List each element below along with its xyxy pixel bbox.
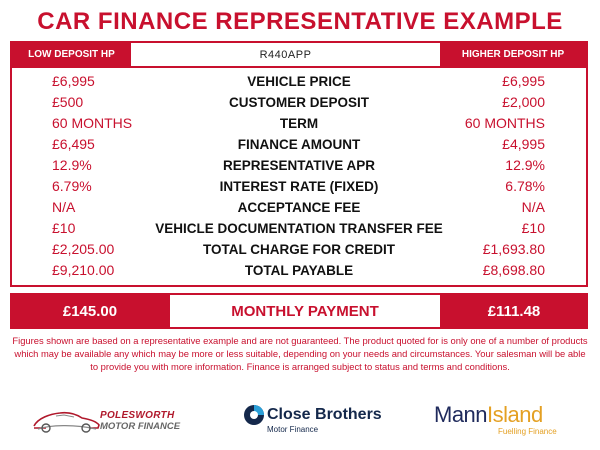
page-title: CAR FINANCE REPRESENTATIVE EXAMPLE — [37, 8, 563, 35]
monthly-payment-high: £111.48 — [440, 293, 588, 329]
disclaimer-text: Figures shown are based on a representative example and are not guaranteed. The product quoted for is only one of a number of products which may be available any which may be more or less suitable, depending on your needs and circumstances. Your salesman will be able to provide you with more information. Finance is arranged subject to status and terms and conditions. — [12, 335, 588, 372]
high-deposit-value: £2,000 — [502, 94, 545, 110]
header-higher-deposit: HIGHER DEPOSIT HP — [440, 43, 586, 66]
mann-island-logo — [434, 398, 574, 438]
row-label: VEHICLE DOCUMENTATION TRANSFER FEE — [155, 221, 443, 236]
low-deposit-value: £500 — [52, 94, 84, 110]
high-deposit-value: 6.78% — [505, 178, 545, 194]
low-deposit-value: 12.9% — [52, 157, 92, 173]
high-deposit-value: £1,693.80 — [482, 241, 545, 257]
row-label: ACCEPTANCE FEE — [237, 200, 361, 215]
table-row — [12, 92, 586, 113]
low-deposit-value: £2,205.00 — [52, 241, 115, 257]
close-brothers-logo — [238, 398, 388, 438]
table-row — [12, 134, 586, 155]
polesworth-logo — [30, 398, 190, 438]
table-row — [12, 176, 586, 197]
row-label: TOTAL CHARGE FOR CREDIT — [203, 242, 395, 257]
low-deposit-value: £6,495 — [52, 136, 95, 152]
low-deposit-value: £9,210.00 — [52, 262, 115, 278]
row-label: INTEREST RATE (FIXED) — [219, 179, 379, 194]
table-row — [12, 239, 586, 260]
high-deposit-value: £4,995 — [502, 136, 545, 152]
close-brothers-name: Close Brothers — [267, 406, 382, 423]
low-deposit-value: £6,995 — [52, 73, 95, 89]
high-deposit-value: £10 — [521, 220, 545, 236]
row-label: CUSTOMER DEPOSIT — [228, 95, 370, 110]
row-label: TOTAL PAYABLE — [244, 263, 354, 278]
circle-logo-icon — [243, 404, 265, 426]
low-deposit-value: 60 MONTHS — [52, 115, 133, 131]
car-icon — [30, 402, 102, 436]
table-row — [12, 71, 586, 92]
high-deposit-value: 60 MONTHS — [464, 115, 545, 131]
high-deposit-value: 12.9% — [505, 157, 545, 173]
table-row — [12, 218, 586, 239]
monthly-payment-low: £145.00 — [10, 293, 170, 329]
header-vehicle-reg: R440APP — [259, 48, 312, 61]
high-deposit-value: £6,995 — [502, 73, 545, 89]
table-row — [12, 260, 586, 281]
header-divider — [12, 66, 586, 68]
table-row — [12, 113, 586, 134]
low-deposit-value: N/A — [52, 199, 76, 215]
mann-island-tagline: Fuelling Finance — [498, 427, 557, 436]
row-label: FINANCE AMOUNT — [237, 137, 361, 152]
high-deposit-value: £8,698.80 — [482, 262, 545, 278]
row-label: VEHICLE PRICE — [247, 74, 351, 89]
monthly-payment-label: MONTHLY PAYMENT — [170, 293, 440, 329]
header-low-deposit: LOW DEPOSIT HP — [12, 43, 131, 66]
low-deposit-value: 6.79% — [52, 178, 92, 194]
table-row — [12, 197, 586, 218]
low-deposit-value: £10 — [52, 220, 76, 236]
polesworth-subtitle: MOTOR FINANCE — [100, 421, 181, 432]
table-row — [12, 155, 586, 176]
polesworth-name: POLESWORTH — [100, 410, 175, 421]
mann-island-name: MannIsland — [434, 402, 543, 427]
close-brothers-subtitle: Motor Finance — [267, 425, 319, 434]
row-label: TERM — [279, 116, 319, 131]
high-deposit-value: N/A — [521, 199, 545, 215]
row-label: REPRESENTATIVE APR — [222, 158, 376, 173]
